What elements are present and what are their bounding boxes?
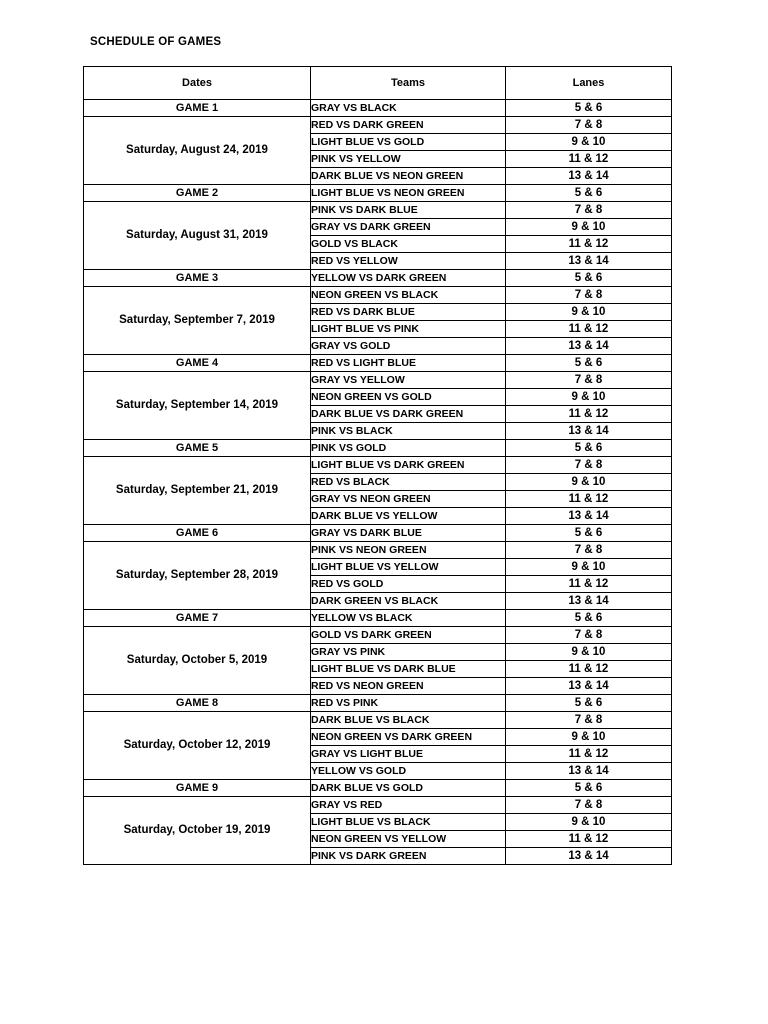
lanes-cell: 5 & 6 — [506, 780, 672, 797]
teams-cell: NEON GREEN VS BLACK — [311, 287, 506, 304]
table-row — [84, 525, 672, 542]
lanes-cell: 9 & 10 — [506, 474, 672, 491]
teams-cell: RED VS DARK BLUE — [311, 304, 506, 321]
teams-cell: GRAY VS GOLD — [311, 338, 506, 355]
teams-cell: LIGHT BLUE VS PINK — [311, 321, 506, 338]
table-row — [84, 287, 672, 304]
lanes-cell: 9 & 10 — [506, 389, 672, 406]
lanes-cell: 5 & 6 — [506, 100, 672, 117]
lanes-cell: 11 & 12 — [506, 321, 672, 338]
lanes-cell: 13 & 14 — [506, 763, 672, 780]
schedule-table — [83, 66, 672, 865]
game-date: Saturday, September 28, 2019 — [84, 542, 311, 610]
teams-cell: DARK BLUE VS DARK GREEN — [311, 406, 506, 423]
game-label: GAME 7 — [84, 610, 311, 627]
teams-cell: RED VS LIGHT BLUE — [311, 355, 506, 372]
teams-cell: PINK VS NEON GREEN — [311, 542, 506, 559]
teams-cell: GOLD VS DARK GREEN — [311, 627, 506, 644]
table-row — [84, 780, 672, 797]
game-date: Saturday, August 31, 2019 — [84, 202, 311, 270]
teams-cell: GRAY VS LIGHT BLUE — [311, 746, 506, 763]
game-date: Saturday, October 5, 2019 — [84, 627, 311, 695]
teams-cell: GOLD VS BLACK — [311, 236, 506, 253]
table-row — [84, 627, 672, 644]
column-header-dates: Dates — [84, 67, 311, 100]
lanes-cell: 7 & 8 — [506, 117, 672, 134]
teams-cell: RED VS BLACK — [311, 474, 506, 491]
teams-cell: NEON GREEN VS GOLD — [311, 389, 506, 406]
teams-cell: LIGHT BLUE VS DARK GREEN — [311, 457, 506, 474]
table-row — [84, 610, 672, 627]
lanes-cell: 9 & 10 — [506, 814, 672, 831]
teams-cell: YELLOW VS GOLD — [311, 763, 506, 780]
lanes-cell: 11 & 12 — [506, 406, 672, 423]
teams-cell: GRAY VS RED — [311, 797, 506, 814]
teams-cell: PINK VS YELLOW — [311, 151, 506, 168]
teams-cell: YELLOW VS BLACK — [311, 610, 506, 627]
table-row — [84, 695, 672, 712]
table-row — [84, 542, 672, 559]
table-row — [84, 185, 672, 202]
teams-cell: DARK BLUE VS BLACK — [311, 712, 506, 729]
teams-cell: GRAY VS NEON GREEN — [311, 491, 506, 508]
lanes-cell: 5 & 6 — [506, 695, 672, 712]
table-row — [84, 457, 672, 474]
teams-cell: LIGHT BLUE VS BLACK — [311, 814, 506, 831]
teams-cell: LIGHT BLUE VS GOLD — [311, 134, 506, 151]
game-label: GAME 3 — [84, 270, 311, 287]
column-header-lanes: Lanes — [506, 67, 672, 100]
game-date: Saturday, September 7, 2019 — [84, 287, 311, 355]
teams-cell: GRAY VS BLACK — [311, 100, 506, 117]
teams-cell: DARK BLUE VS YELLOW — [311, 508, 506, 525]
lanes-cell: 13 & 14 — [506, 253, 672, 270]
lanes-cell: 7 & 8 — [506, 457, 672, 474]
teams-cell: NEON GREEN VS DARK GREEN — [311, 729, 506, 746]
teams-cell: RED VS GOLD — [311, 576, 506, 593]
lanes-cell: 5 & 6 — [506, 440, 672, 457]
table-row — [84, 712, 672, 729]
game-label: GAME 5 — [84, 440, 311, 457]
lanes-cell: 7 & 8 — [506, 372, 672, 389]
lanes-cell: 7 & 8 — [506, 202, 672, 219]
lanes-cell: 11 & 12 — [506, 576, 672, 593]
table-row — [84, 270, 672, 287]
table-row — [84, 117, 672, 134]
lanes-cell: 5 & 6 — [506, 525, 672, 542]
document-title: SCHEDULE OF GAMES — [90, 36, 222, 48]
lanes-cell: 13 & 14 — [506, 168, 672, 185]
teams-cell: NEON GREEN VS YELLOW — [311, 831, 506, 848]
table-row — [84, 797, 672, 814]
header-row — [84, 67, 672, 100]
lanes-cell: 13 & 14 — [506, 508, 672, 525]
lanes-cell: 13 & 14 — [506, 848, 672, 865]
teams-cell: DARK GREEN VS BLACK — [311, 593, 506, 610]
lanes-cell: 7 & 8 — [506, 712, 672, 729]
teams-cell: YELLOW VS DARK GREEN — [311, 270, 506, 287]
teams-cell: RED VS PINK — [311, 695, 506, 712]
lanes-cell: 9 & 10 — [506, 644, 672, 661]
table-row — [84, 440, 672, 457]
lanes-cell: 11 & 12 — [506, 746, 672, 763]
lanes-cell: 7 & 8 — [506, 287, 672, 304]
lanes-cell: 11 & 12 — [506, 661, 672, 678]
teams-cell: LIGHT BLUE VS YELLOW — [311, 559, 506, 576]
teams-cell: GRAY VS DARK BLUE — [311, 525, 506, 542]
lanes-cell: 7 & 8 — [506, 627, 672, 644]
teams-cell: LIGHT BLUE VS DARK BLUE — [311, 661, 506, 678]
teams-cell: GRAY VS PINK — [311, 644, 506, 661]
teams-cell: PINK VS DARK GREEN — [311, 848, 506, 865]
lanes-cell: 11 & 12 — [506, 151, 672, 168]
teams-cell: DARK BLUE VS GOLD — [311, 780, 506, 797]
game-date: Saturday, October 19, 2019 — [84, 797, 311, 865]
teams-cell: RED VS YELLOW — [311, 253, 506, 270]
lanes-cell: 7 & 8 — [506, 797, 672, 814]
lanes-cell: 9 & 10 — [506, 729, 672, 746]
teams-cell: GRAY VS YELLOW — [311, 372, 506, 389]
teams-cell: PINK VS BLACK — [311, 423, 506, 440]
lanes-cell: 5 & 6 — [506, 610, 672, 627]
lanes-cell: 5 & 6 — [506, 270, 672, 287]
game-date: Saturday, September 21, 2019 — [84, 457, 311, 525]
game-label: GAME 4 — [84, 355, 311, 372]
teams-cell: DARK BLUE VS NEON GREEN — [311, 168, 506, 185]
table-row — [84, 355, 672, 372]
lanes-cell: 13 & 14 — [506, 423, 672, 440]
game-date: Saturday, August 24, 2019 — [84, 117, 311, 185]
schedule-body — [84, 100, 672, 865]
game-label: GAME 1 — [84, 100, 311, 117]
lanes-cell: 13 & 14 — [506, 678, 672, 695]
game-date: Saturday, October 12, 2019 — [84, 712, 311, 780]
teams-cell: PINK VS GOLD — [311, 440, 506, 457]
table-row — [84, 372, 672, 389]
game-date: Saturday, September 14, 2019 — [84, 372, 311, 440]
table-row — [84, 100, 672, 117]
game-label: GAME 8 — [84, 695, 311, 712]
lanes-cell: 9 & 10 — [506, 304, 672, 321]
lanes-cell: 9 & 10 — [506, 559, 672, 576]
lanes-cell: 11 & 12 — [506, 491, 672, 508]
lanes-cell: 13 & 14 — [506, 338, 672, 355]
lanes-cell: 11 & 12 — [506, 236, 672, 253]
lanes-cell: 11 & 12 — [506, 831, 672, 848]
column-header-teams: Teams — [311, 67, 506, 100]
game-label: GAME 2 — [84, 185, 311, 202]
teams-cell: PINK VS DARK BLUE — [311, 202, 506, 219]
lanes-cell: 5 & 6 — [506, 355, 672, 372]
lanes-cell: 7 & 8 — [506, 542, 672, 559]
teams-cell: RED VS NEON GREEN — [311, 678, 506, 695]
table-row — [84, 202, 672, 219]
teams-cell: RED VS DARK GREEN — [311, 117, 506, 134]
lanes-cell: 5 & 6 — [506, 185, 672, 202]
teams-cell: GRAY VS DARK GREEN — [311, 219, 506, 236]
game-label: GAME 9 — [84, 780, 311, 797]
game-label: GAME 6 — [84, 525, 311, 542]
teams-cell: LIGHT BLUE VS NEON GREEN — [311, 185, 506, 202]
lanes-cell: 9 & 10 — [506, 134, 672, 151]
lanes-cell: 13 & 14 — [506, 593, 672, 610]
lanes-cell: 9 & 10 — [506, 219, 672, 236]
